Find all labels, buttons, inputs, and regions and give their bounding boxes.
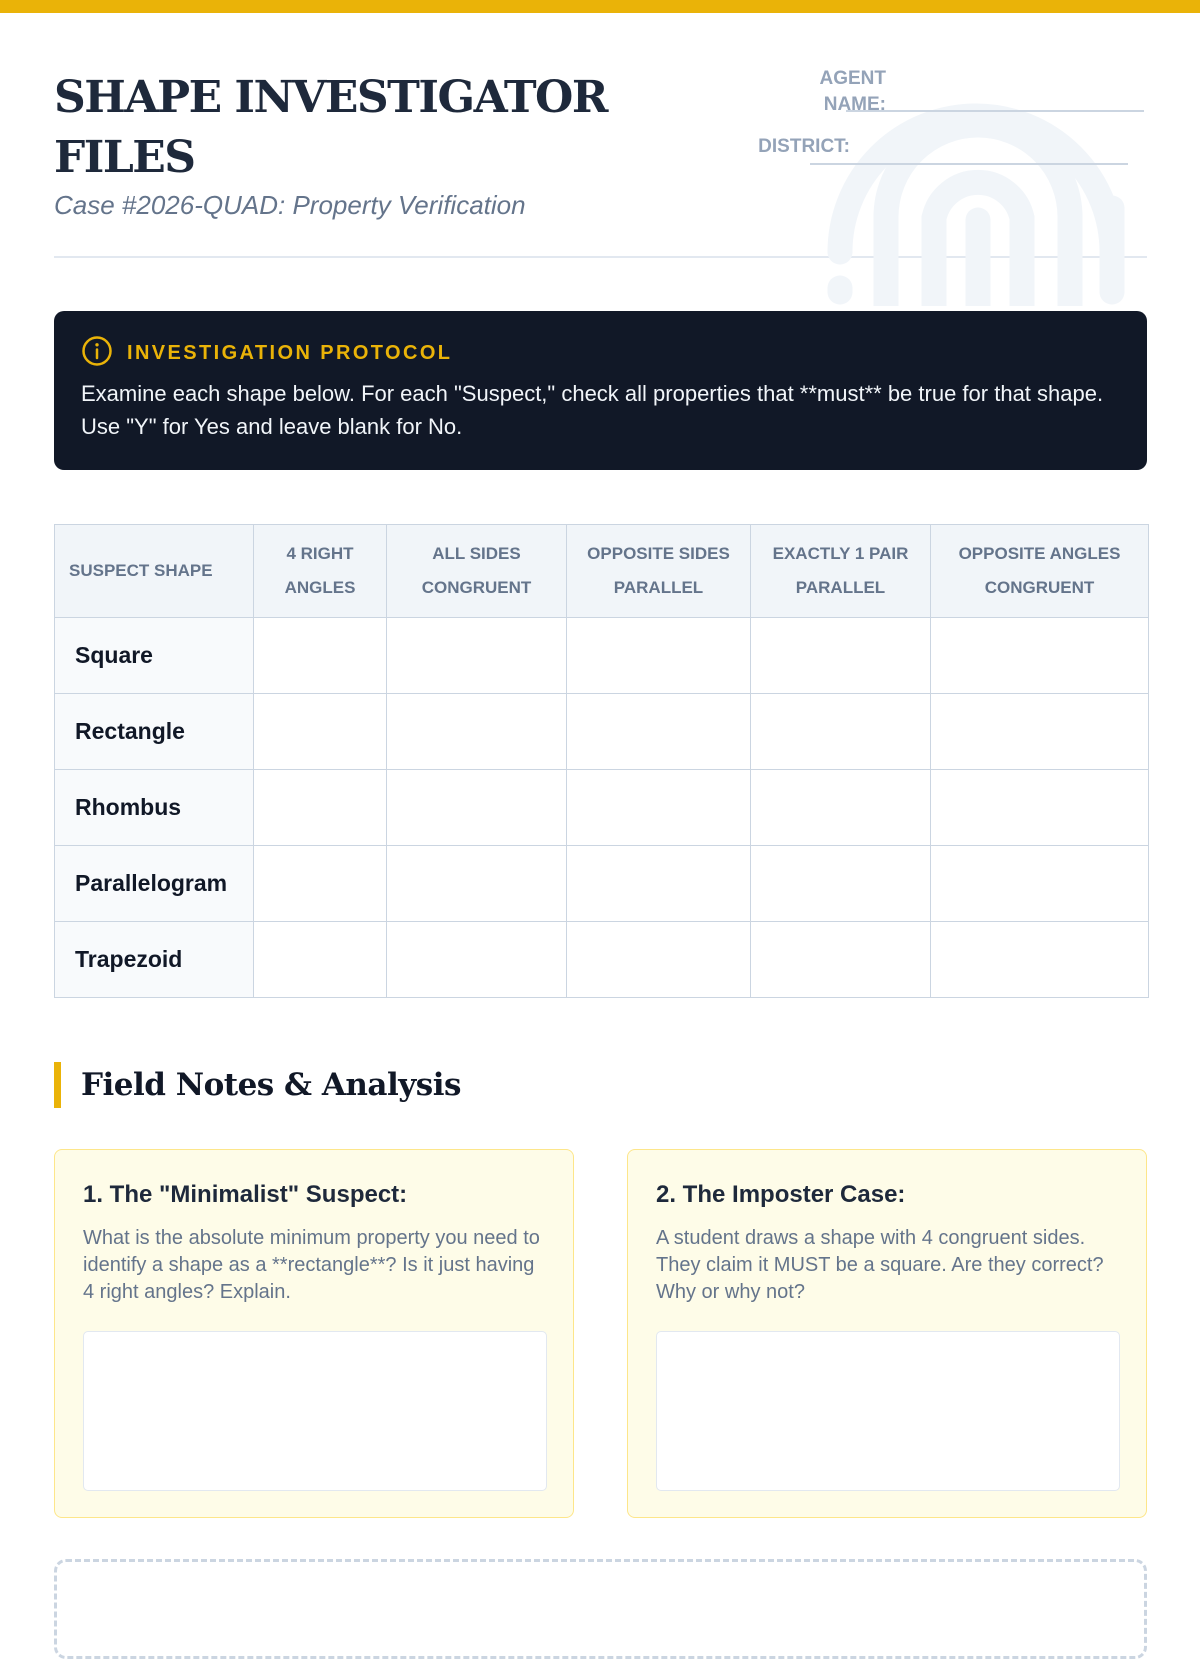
note-question: A student draws a shape with 4 congruent sides. They claim it MUST be a square. Are they correct? Why or why not?: [656, 1227, 1104, 1303]
shape-name: Trapezoid: [55, 922, 254, 998]
answer-cell[interactable]: [931, 922, 1149, 998]
note-title: 1. The "Minimalist" Suspect:: [83, 1181, 408, 1208]
info-icon: [81, 335, 113, 372]
table-row: [55, 618, 1149, 694]
table-header-row: [55, 525, 1149, 618]
answer-cell[interactable]: [567, 846, 751, 922]
column-header-text: ANGLES: [284, 578, 356, 597]
shape-name: Square: [55, 618, 254, 694]
answer-cell[interactable]: [931, 694, 1149, 770]
table-row: [55, 846, 1149, 922]
column-header-text: PARALLEL: [613, 578, 704, 597]
agent-label-line2: NAME:: [823, 94, 886, 115]
shape-name: Rectangle: [55, 694, 254, 770]
property-table: [54, 524, 1149, 998]
worksheet-page: [54, 0, 1147, 1600]
answer-cell[interactable]: [254, 922, 387, 998]
column-header-text: OPPOSITE ANGLES: [958, 544, 1121, 563]
fingerprint-icon: [826, 92, 1126, 306]
column-header-text: PARALLEL: [795, 578, 886, 597]
answer-cell[interactable]: [387, 922, 567, 998]
answer-cell[interactable]: [387, 846, 567, 922]
column-header: [55, 525, 254, 618]
answer-cell[interactable]: [751, 618, 931, 694]
note-question: What is the absolute minimum property you need to identify a shape as a **rectangle**? Is it just having 4 right angles? Explain.: [83, 1227, 540, 1303]
table-row: [55, 694, 1149, 770]
column-header-text: CONGRUENT: [984, 578, 1095, 597]
answer-box[interactable]: [656, 1331, 1120, 1491]
answer-cell[interactable]: [254, 618, 387, 694]
table-row: [55, 922, 1149, 998]
column-header-text: CONGRUENT: [421, 578, 532, 597]
answer-cell[interactable]: [254, 770, 387, 846]
protocol-header: [81, 337, 1120, 369]
shape-name: Rhombus: [55, 770, 254, 846]
column-header: [387, 525, 567, 618]
answer-cell[interactable]: [567, 922, 751, 998]
answer-cell[interactable]: [567, 770, 751, 846]
protocol-title: INVESTIGATION PROTOCOL: [127, 341, 453, 364]
answer-cell[interactable]: [751, 694, 931, 770]
column-header-text: 4 RIGHT: [286, 544, 354, 563]
agent-name-field[interactable]: [846, 110, 1144, 112]
column-header-text: ALL SIDES: [432, 544, 521, 563]
answer-cell[interactable]: [751, 922, 931, 998]
answer-box[interactable]: [83, 1331, 547, 1491]
column-header: [931, 525, 1149, 618]
answer-cell[interactable]: [931, 770, 1149, 846]
answer-cell[interactable]: [387, 770, 567, 846]
district-field[interactable]: [810, 163, 1128, 165]
shape-name: Parallelogram: [55, 846, 254, 922]
note-card-minimalist: [54, 1149, 574, 1518]
answer-cell[interactable]: [387, 694, 567, 770]
answer-cell[interactable]: [751, 846, 931, 922]
column-header-text: OPPOSITE SIDES: [587, 544, 730, 563]
investigation-protocol: [54, 311, 1147, 470]
answer-cell[interactable]: [931, 846, 1149, 922]
answer-cell[interactable]: [387, 618, 567, 694]
answer-cell[interactable]: [567, 618, 751, 694]
dashed-section-box: [54, 1559, 1147, 1659]
answer-cell[interactable]: [254, 694, 387, 770]
answer-cell[interactable]: [751, 770, 931, 846]
answer-cell[interactable]: [567, 694, 751, 770]
case-subtitle: Case #2026-QUAD: Property Verification: [54, 190, 526, 220]
column-header: [751, 525, 931, 618]
answer-cell[interactable]: [931, 618, 1149, 694]
column-header: [567, 525, 751, 618]
district-label: DISTRICT:: [758, 136, 850, 157]
column-header-text: SUSPECT SHAPE: [69, 561, 213, 580]
note-card-imposter: [627, 1149, 1147, 1518]
protocol-text: Examine each shape below. For each "Suspect," check all properties that **must** be true for that shape. Use "Y" for Yes and leave blank for No.: [81, 381, 1104, 439]
note-title: 2. The Imposter Case:: [656, 1181, 906, 1208]
page-title: SHAPE INVESTIGATOR FILES: [54, 72, 607, 183]
column-header: [254, 525, 387, 618]
answer-cell[interactable]: [254, 846, 387, 922]
column-header-text: EXACTLY 1 PAIR: [772, 544, 909, 563]
agent-label-line1: AGENT: [819, 68, 886, 89]
table-row: [55, 770, 1149, 846]
worksheet-header: [54, 0, 1147, 258]
field-notes-title: Field Notes & Analysis: [54, 1062, 461, 1108]
